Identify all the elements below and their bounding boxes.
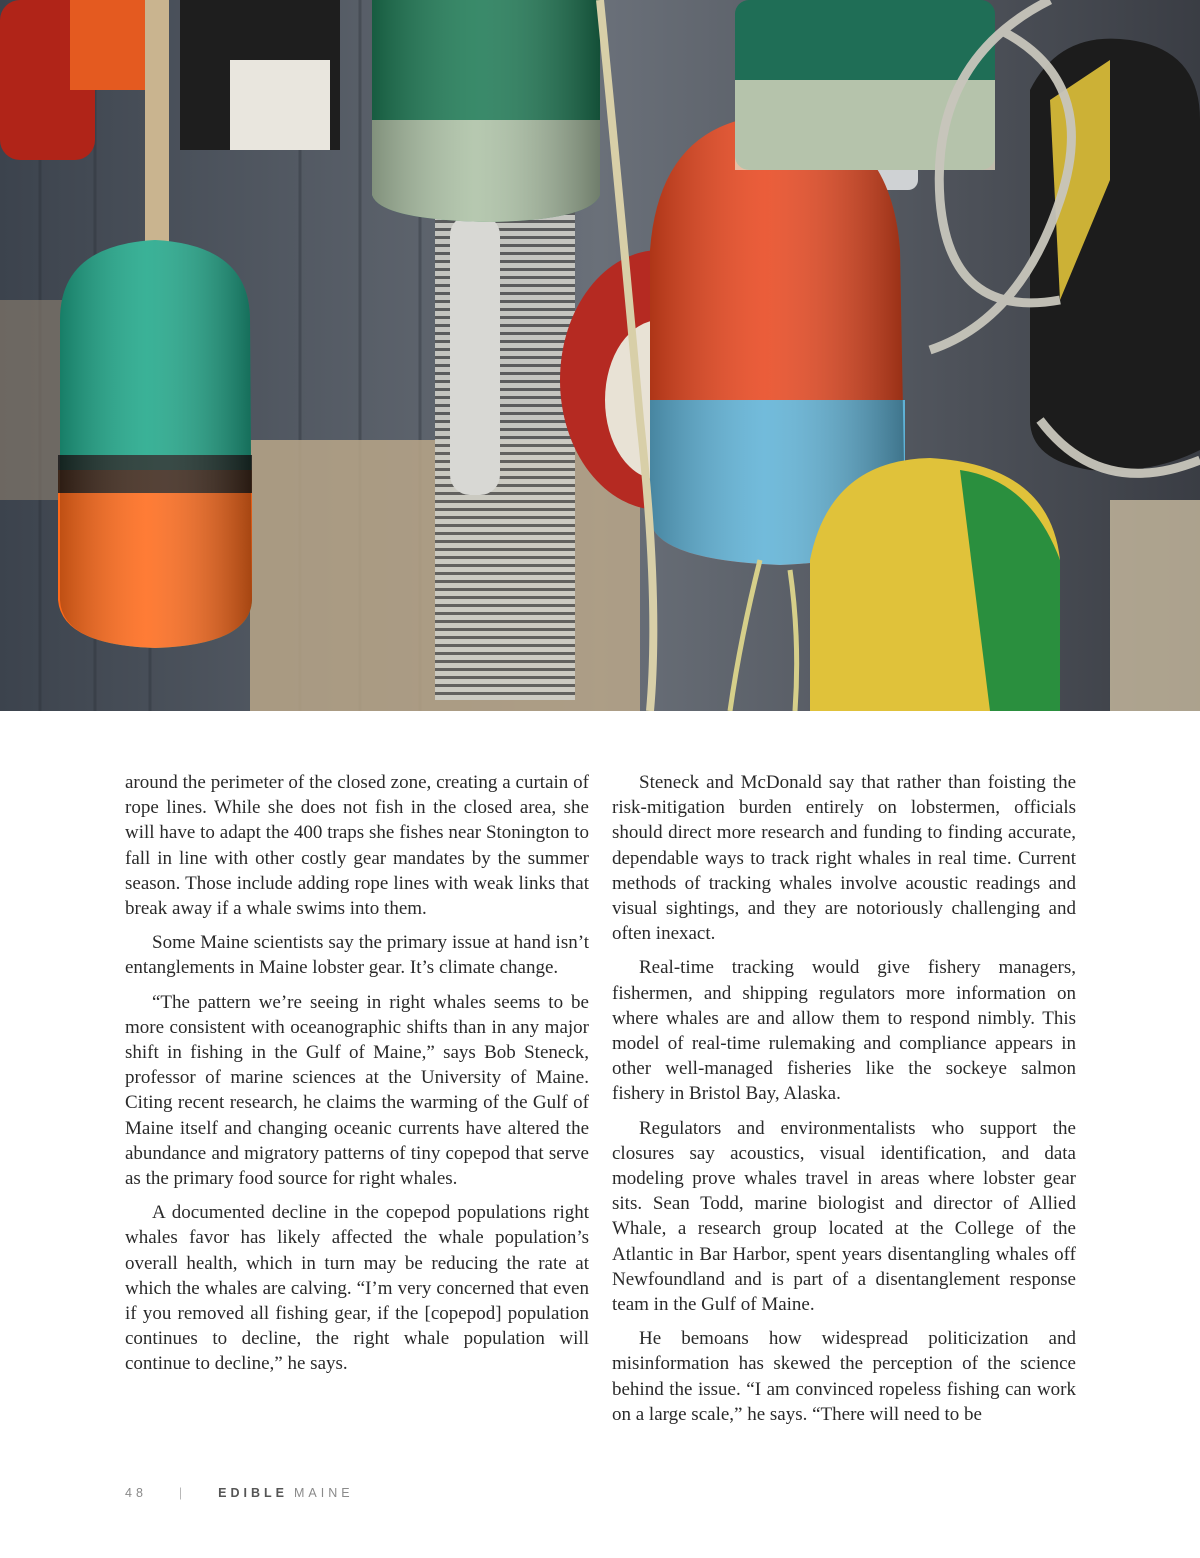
page-number: 48 (125, 1486, 147, 1500)
paragraph: “The pattern we’re seeing in right whales seems to be more consistent with oceanographic shifts than in any major shift in fishing in the Gulf of Maine,” says Bob Steneck, professor of marine sciences at the University of Maine. Citing recent research, he claims the warming of the Gulf of Maine itself and changing oceanic currents have altered the abundance and migratory patterns of tiny copepod that serve as the primary food source for right whales. (125, 991, 589, 1190)
magazine-name-light: MAINE (294, 1486, 354, 1500)
paragraph: Steneck and McDonald say that rather than foisting the risk-mitigation burden entirely on lobstermen, officials should direct more research and funding to finding accurate, dependable ways to track right whales in real time. Current methods of tracking whales involve acoustic readings and visual sightings, and they are notoriously challenging and often inexact. (612, 772, 1076, 945)
paragraph: Real-time tracking would give fishery managers, fishermen, and shipping regulators more information on where whales are and allow them to respond nimbly. This model of real-time rulemaking and compliance appears in other well-managed fisheries like the sockeye salmon fishery in Bristol Bay, Alaska. (612, 957, 1076, 1105)
paragraph: He bemoans how widespread politicization and misinformation has skewed the perception of the science behind the issue. “I am convinced ropeless fishing can work on a large scale,” he says. “There will need to be (612, 1328, 1076, 1425)
paragraph: around the perimeter of the closed zone, creating a curtain of rope lines. While she does not fish in the closed area, she will have to adapt the 400 traps she fishes near Stonington to fall in line with other costly gear mandates by the summer season. Those include adding rope lines with weak links that break away if a whale swims into them. (125, 772, 589, 920)
teal-buoy (58, 240, 252, 648)
paragraph: A documented decline in the copepod populations right whales favor has likely affected the whale population’s overall health, which in turn may be reducing the rate at which the whales are calving. “I’m very concerned that even if you removed all fishing gear, if the [copepod] population continues to decline, the right whale population will continue to decline,” he says. (125, 1202, 589, 1375)
buoys-photo (0, 0, 1200, 711)
yellow-buoy (810, 458, 1060, 711)
buoys-illustration (0, 0, 1200, 711)
article-right-column (612, 770, 1076, 1436)
magazine-name-bold: EDIBLE (218, 1486, 288, 1500)
paragraph: Some Maine scientists say the primary issue at hand isn’t entanglements in Maine lobster gear. It’s climate change. (125, 932, 589, 979)
article-left-column (125, 770, 589, 1386)
paragraph: Regulators and environmentalists who support the closures say acoustics, visual identification, and data modeling prove whales travel in areas where lobster gear sits. Sean Todd, marine biologist and director of Allied Whale, a research group located at the College of the Atlantic in Bar Harbor, spent years disentangling whales off Newfoundland and is part of a disentanglement response team in the Gulf of Maine. (612, 1117, 1076, 1316)
page-footer (125, 1483, 354, 1503)
footer-separator: | (178, 1486, 183, 1500)
